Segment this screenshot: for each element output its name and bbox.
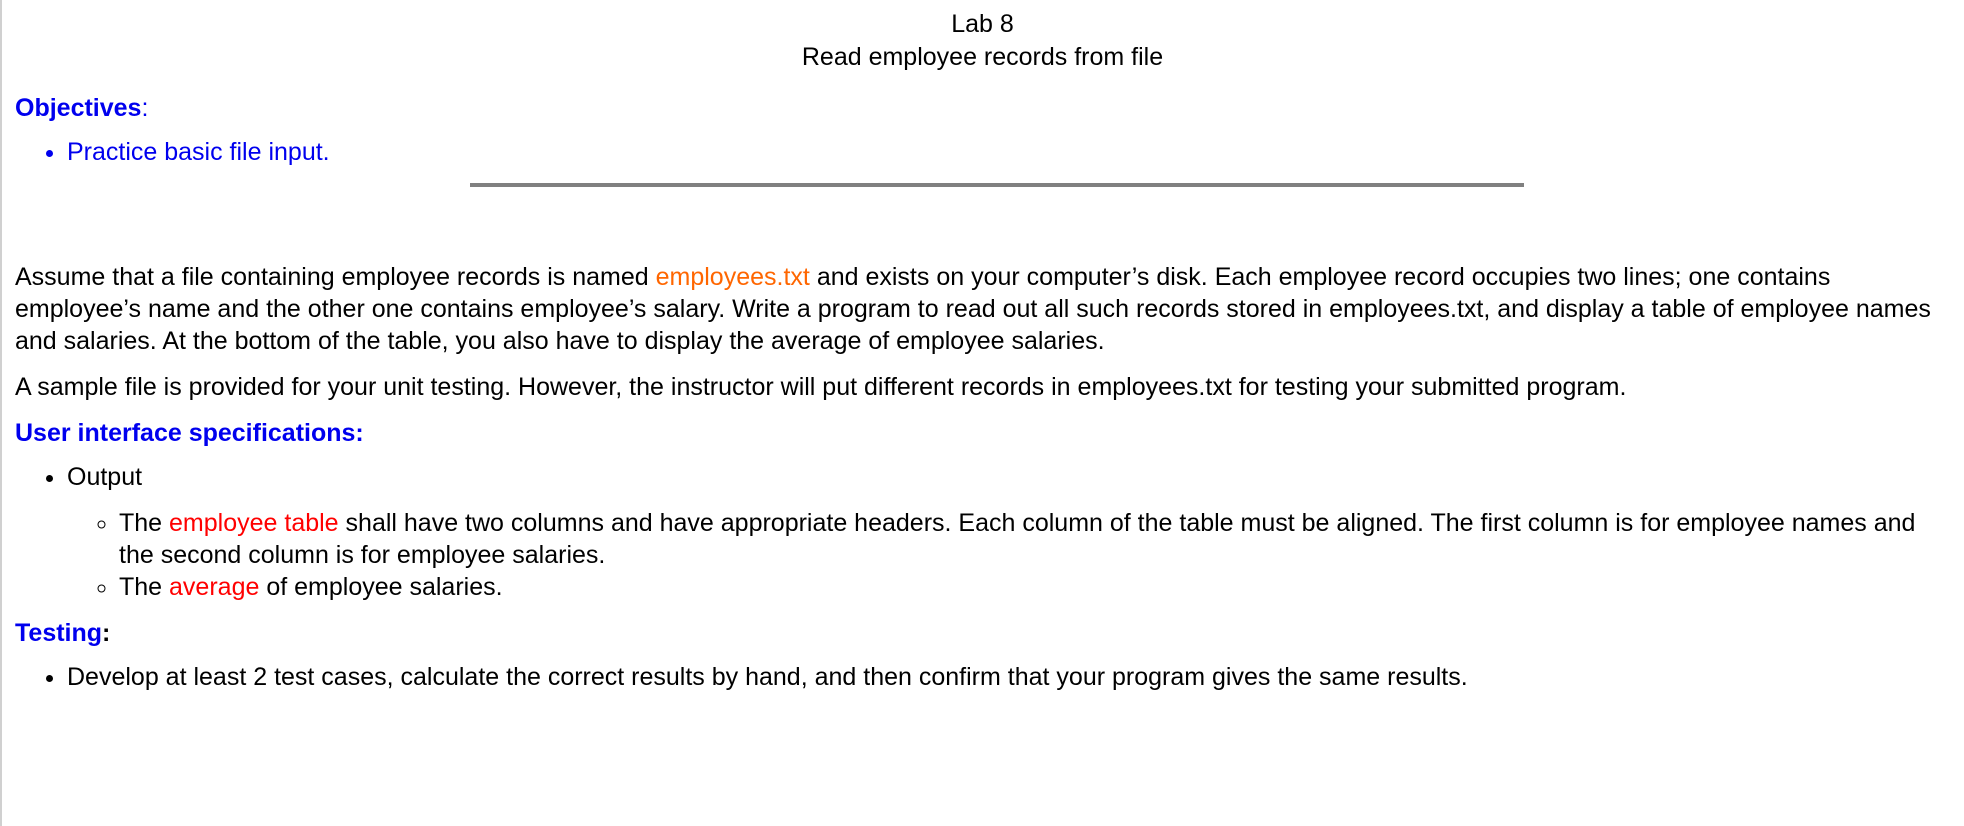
description-paragraph-1 bbox=[15, 261, 1950, 357]
description-text-after-filename: and exists on your computer’s disk. Each employee record occupies two lines; one contains employee’s name and the other one contains employee’s salary. Write a program to read out all such records stored in employees.txt, and display a table of employee names and salaries. At the bottom of the table, you also have to display the average of employee salaries. bbox=[15, 263, 1931, 355]
sub-item-prefix: The bbox=[119, 509, 170, 537]
sub-item-prefix: The bbox=[119, 573, 170, 601]
objectives-list bbox=[15, 136, 1950, 168]
testing-heading bbox=[15, 617, 1950, 649]
objectives-heading-text: Objectives bbox=[15, 94, 142, 122]
objective-item: • Practice basic file input. bbox=[67, 136, 1950, 168]
ui-specs-list bbox=[15, 461, 1950, 603]
output-sub-item-table bbox=[119, 507, 1950, 571]
horizontal-divider bbox=[470, 183, 1524, 187]
average-highlight: average bbox=[169, 573, 260, 601]
sub-item-rest: shall have two columns and have appropriate headers. Each column of the table must be aligned. The first column is for employee names and the second column is for employee salaries. bbox=[119, 509, 1916, 569]
title-block bbox=[15, 8, 1950, 74]
description-text-before-filename: Assume that a file containing employee records is named bbox=[15, 263, 656, 291]
document-page bbox=[15, 8, 1950, 693]
ui-specs-output-item bbox=[67, 461, 1950, 603]
output-sub-item-average bbox=[119, 571, 1950, 603]
filename-highlight: employees.txt bbox=[655, 263, 810, 291]
description-paragraph-2: A sample file is provided for your unit testing. However, the instructor will put different records in employees.txt for testing your submitted program. bbox=[15, 373, 1627, 401]
testing-item: • Develop at least 2 test cases, calculate the correct results by hand, and then confirm that your program gives the same results. bbox=[67, 661, 1950, 693]
output-label: Output bbox=[67, 463, 143, 491]
lab-number-title: Lab 8 bbox=[951, 10, 1014, 38]
sub-item-rest: of employee salaries. bbox=[259, 573, 503, 601]
ui-specs-heading: User interface specifications: bbox=[15, 419, 364, 447]
objectives-heading bbox=[15, 92, 1950, 124]
objectives-heading-colon: : bbox=[141, 94, 149, 122]
page-left-border bbox=[0, 0, 2, 826]
lab-subtitle: Read employee records from file bbox=[801, 43, 1164, 71]
output-sub-list bbox=[67, 507, 1950, 603]
testing-heading-colon: : bbox=[102, 619, 111, 647]
testing-list bbox=[15, 661, 1950, 693]
employee-table-highlight: employee table bbox=[169, 509, 339, 537]
testing-heading-text: Testing bbox=[15, 619, 103, 647]
